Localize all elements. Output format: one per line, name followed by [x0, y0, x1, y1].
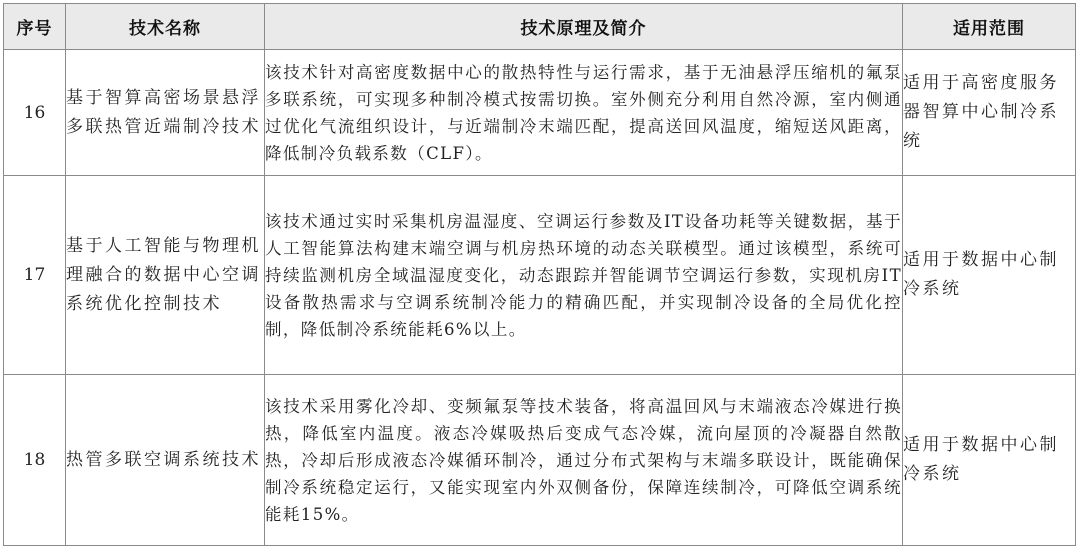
- application-scope: 适用于数据中心制冷系统: [903, 176, 1076, 375]
- table-header: [4, 4, 1076, 50]
- header-row: [4, 4, 1076, 50]
- header-principle-description: 技术原理及简介: [265, 4, 903, 50]
- technology-description: 该技术针对高密度数据中心的散热特性与运行需求，基于无油悬浮压缩机的氟泵多联系统，可实现多种制冷模式按需切换。室外侧充分利用自然冷源，室内侧通过优化气流组织设计，与近端制冷末端匹配，提高送回风温度，缩短送风距离，降低制冷负载系数（CLF）。: [265, 50, 903, 176]
- row-number: 16: [4, 50, 66, 176]
- application-scope: 适用于高密度服务器智算中心制冷系统: [903, 50, 1076, 176]
- technology-description: 该技术采用雾化冷却、变频氟泵等技术装备，将高温回风与末端液态冷媒进行换热，降低室内温度。液态冷媒吸热后变成气态冷媒，流向屋顶的冷凝器自然散热，冷却后形成液态冷媒循环制冷，通过分布式架构与末端多联设计，既能确保制冷系统稳定运行，又能实现室内外双侧备份，保障连续制冷，可降低空调系统能耗15%。: [265, 375, 903, 546]
- header-serial-number: 序号: [4, 4, 66, 50]
- row-number: 18: [4, 375, 66, 546]
- header-application-scope: 适用范围: [903, 4, 1076, 50]
- technology-name: 热管多联空调系统技术: [66, 375, 265, 546]
- technology-description: 该技术通过实时采集机房温湿度、空调运行参数及IT设备功耗等关键数据，基于人工智能算法构建末端空调与机房热环境的动态关联模型。通过该模型，系统可持续监测机房全域温湿度变化，动态跟踪并智能调节空调运行参数，实现机房IT设备散热需求与空调系统制冷能力的精确匹配，并实现制冷设备的全局优化控制，降低制冷系统能耗6%以上。: [265, 176, 903, 375]
- table-row: [4, 375, 1076, 546]
- table-body: [4, 50, 1076, 546]
- technology-name: 基于智算高密场景悬浮多联热管近端制冷技术: [66, 50, 265, 176]
- table-row: [4, 50, 1076, 176]
- table-row: [4, 176, 1076, 375]
- header-technology-name: 技术名称: [66, 4, 265, 50]
- technology-table: [3, 3, 1076, 546]
- row-number: 17: [4, 176, 66, 375]
- application-scope: 适用于数据中心制冷系统: [903, 375, 1076, 546]
- technology-name: 基于人工智能与物理机理融合的数据中心空调系统优化控制技术: [66, 176, 265, 375]
